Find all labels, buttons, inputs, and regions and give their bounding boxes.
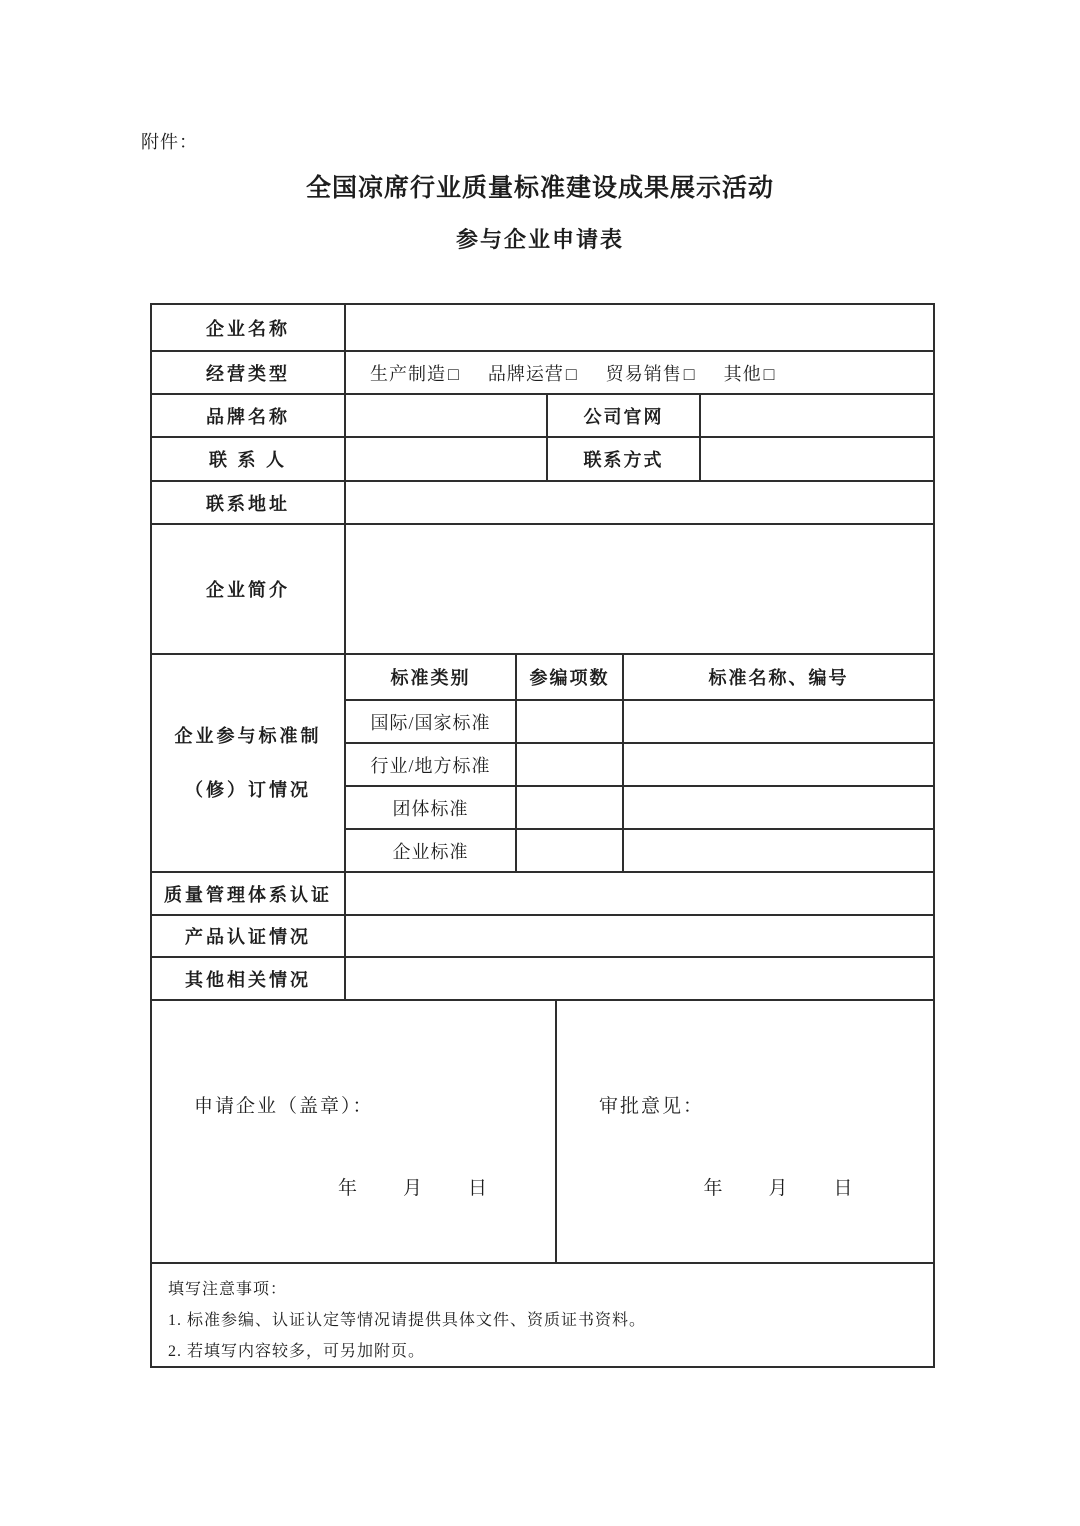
business-type-option [370, 360, 460, 386]
business-type-option-label: 生产制造 [370, 363, 446, 384]
contact-address-field [344, 482, 933, 523]
date-month-label: 月 [768, 1178, 788, 1199]
standard-count-field [515, 787, 622, 828]
standard-category-label: 团体标准 [392, 798, 469, 819]
checkbox-icon: □ [683, 363, 696, 384]
standard-names-field [622, 830, 933, 871]
standards-header-names: 标准名称、编号 [622, 655, 933, 699]
company-profile-label: 企业简介 [206, 580, 290, 600]
approval-opinion-cell [555, 1001, 933, 1262]
document-title: 全国凉席行业质量标准建设成果展示活动 [305, 175, 774, 202]
standards-header-row [346, 655, 933, 699]
business-type-option [606, 360, 696, 386]
standards-row-enterprise [346, 828, 933, 871]
standards-section [152, 653, 933, 871]
standard-count-field [515, 701, 622, 742]
document-subtitle: 参与企业申请表 [455, 227, 624, 252]
applicant-seal-label: 申请企业（盖章）： [194, 1096, 374, 1117]
standard-category-label: 行业/地方标准 [370, 755, 491, 776]
standard-count-field [515, 830, 622, 871]
checkbox-icon: □ [763, 363, 776, 384]
approval-opinion-label: 审批意见： [599, 1096, 705, 1117]
brand-name-field [344, 395, 546, 436]
product-cert-field [344, 916, 933, 956]
standards-row-international-national [346, 699, 933, 742]
contact-method-label: 联系方式 [546, 438, 699, 480]
application-form-table [150, 303, 935, 1368]
other-info-field [344, 958, 933, 999]
business-type-option-label: 其他 [723, 363, 762, 384]
standard-names-field [622, 744, 933, 785]
business-type-option [724, 360, 776, 386]
standard-category-label: 企业标准 [392, 841, 469, 862]
checkbox-icon: □ [565, 363, 578, 384]
approval-date-line [557, 1173, 933, 1200]
quality-system-cert-row [152, 871, 933, 914]
standards-section-label [152, 655, 344, 871]
date-day-label: 日 [468, 1178, 488, 1199]
other-info-label: 其他相关情况 [185, 969, 311, 990]
standards-row-group [346, 785, 933, 828]
standards-header-category: 标准类别 [390, 668, 471, 688]
contact-address-row [152, 480, 933, 523]
standards-section-label-line1: 企业参与标准制 [174, 726, 322, 746]
standards-header-count: 参编项数 [515, 655, 622, 699]
product-cert-row [152, 914, 933, 956]
standard-names-field [622, 701, 933, 742]
quality-system-cert-field [344, 873, 933, 914]
applicant-seal-cell [152, 1001, 555, 1262]
brand-website-row [152, 393, 933, 436]
other-info-row [152, 956, 933, 999]
company-name-field [344, 305, 933, 350]
quality-system-cert-label: 质量管理体系认证 [164, 884, 332, 905]
business-type-label: 经营类型 [206, 363, 290, 384]
company-profile-row [152, 523, 933, 653]
contact-person-label: 联 系 人 [209, 450, 287, 470]
note-item: 1. 标准参编、认证认定等情况请提供具体文件、资质证书资料。 [168, 1312, 647, 1329]
checkbox-icon: □ [448, 363, 460, 384]
business-type-option-label: 品牌运营 [487, 363, 564, 384]
date-month-label: 月 [402, 1178, 422, 1199]
standards-row-industry-local [346, 742, 933, 785]
company-name-row [152, 305, 933, 350]
company-website-label: 公司官网 [546, 395, 699, 436]
standards-grid [344, 655, 933, 871]
notes-section [152, 1262, 933, 1366]
business-type-option-label: 贸易销售 [605, 363, 682, 384]
company-website-field [699, 395, 933, 436]
signature-section [152, 999, 933, 1262]
company-name-label: 企业名称 [206, 318, 290, 339]
contact-address-label: 联系地址 [206, 493, 290, 514]
note-item: 2. 若填写内容较多，可另加附页。 [168, 1343, 426, 1360]
date-day-label: 日 [833, 1178, 853, 1199]
applicant-date-line [152, 1173, 555, 1200]
standard-names-field [622, 787, 933, 828]
brand-name-label: 品牌名称 [206, 406, 290, 427]
standard-count-field [515, 744, 622, 785]
attachment-label: 附件： [141, 132, 198, 152]
notes-heading: 填写注意事项： [168, 1281, 288, 1298]
contact-row [152, 436, 933, 480]
company-profile-field [344, 525, 933, 653]
date-year-label: 年 [703, 1178, 723, 1199]
standards-section-label-line2: （修）订情况 [185, 780, 311, 800]
product-cert-label: 产品认证情况 [185, 927, 311, 947]
notes-cell [152, 1264, 933, 1366]
business-type-option [488, 360, 578, 386]
business-type-row [152, 350, 933, 393]
contact-method-field [699, 438, 933, 480]
business-type-options [344, 352, 933, 393]
date-year-label: 年 [337, 1178, 357, 1199]
contact-person-field [344, 438, 546, 480]
standard-category-label: 国际/国家标准 [370, 712, 491, 733]
